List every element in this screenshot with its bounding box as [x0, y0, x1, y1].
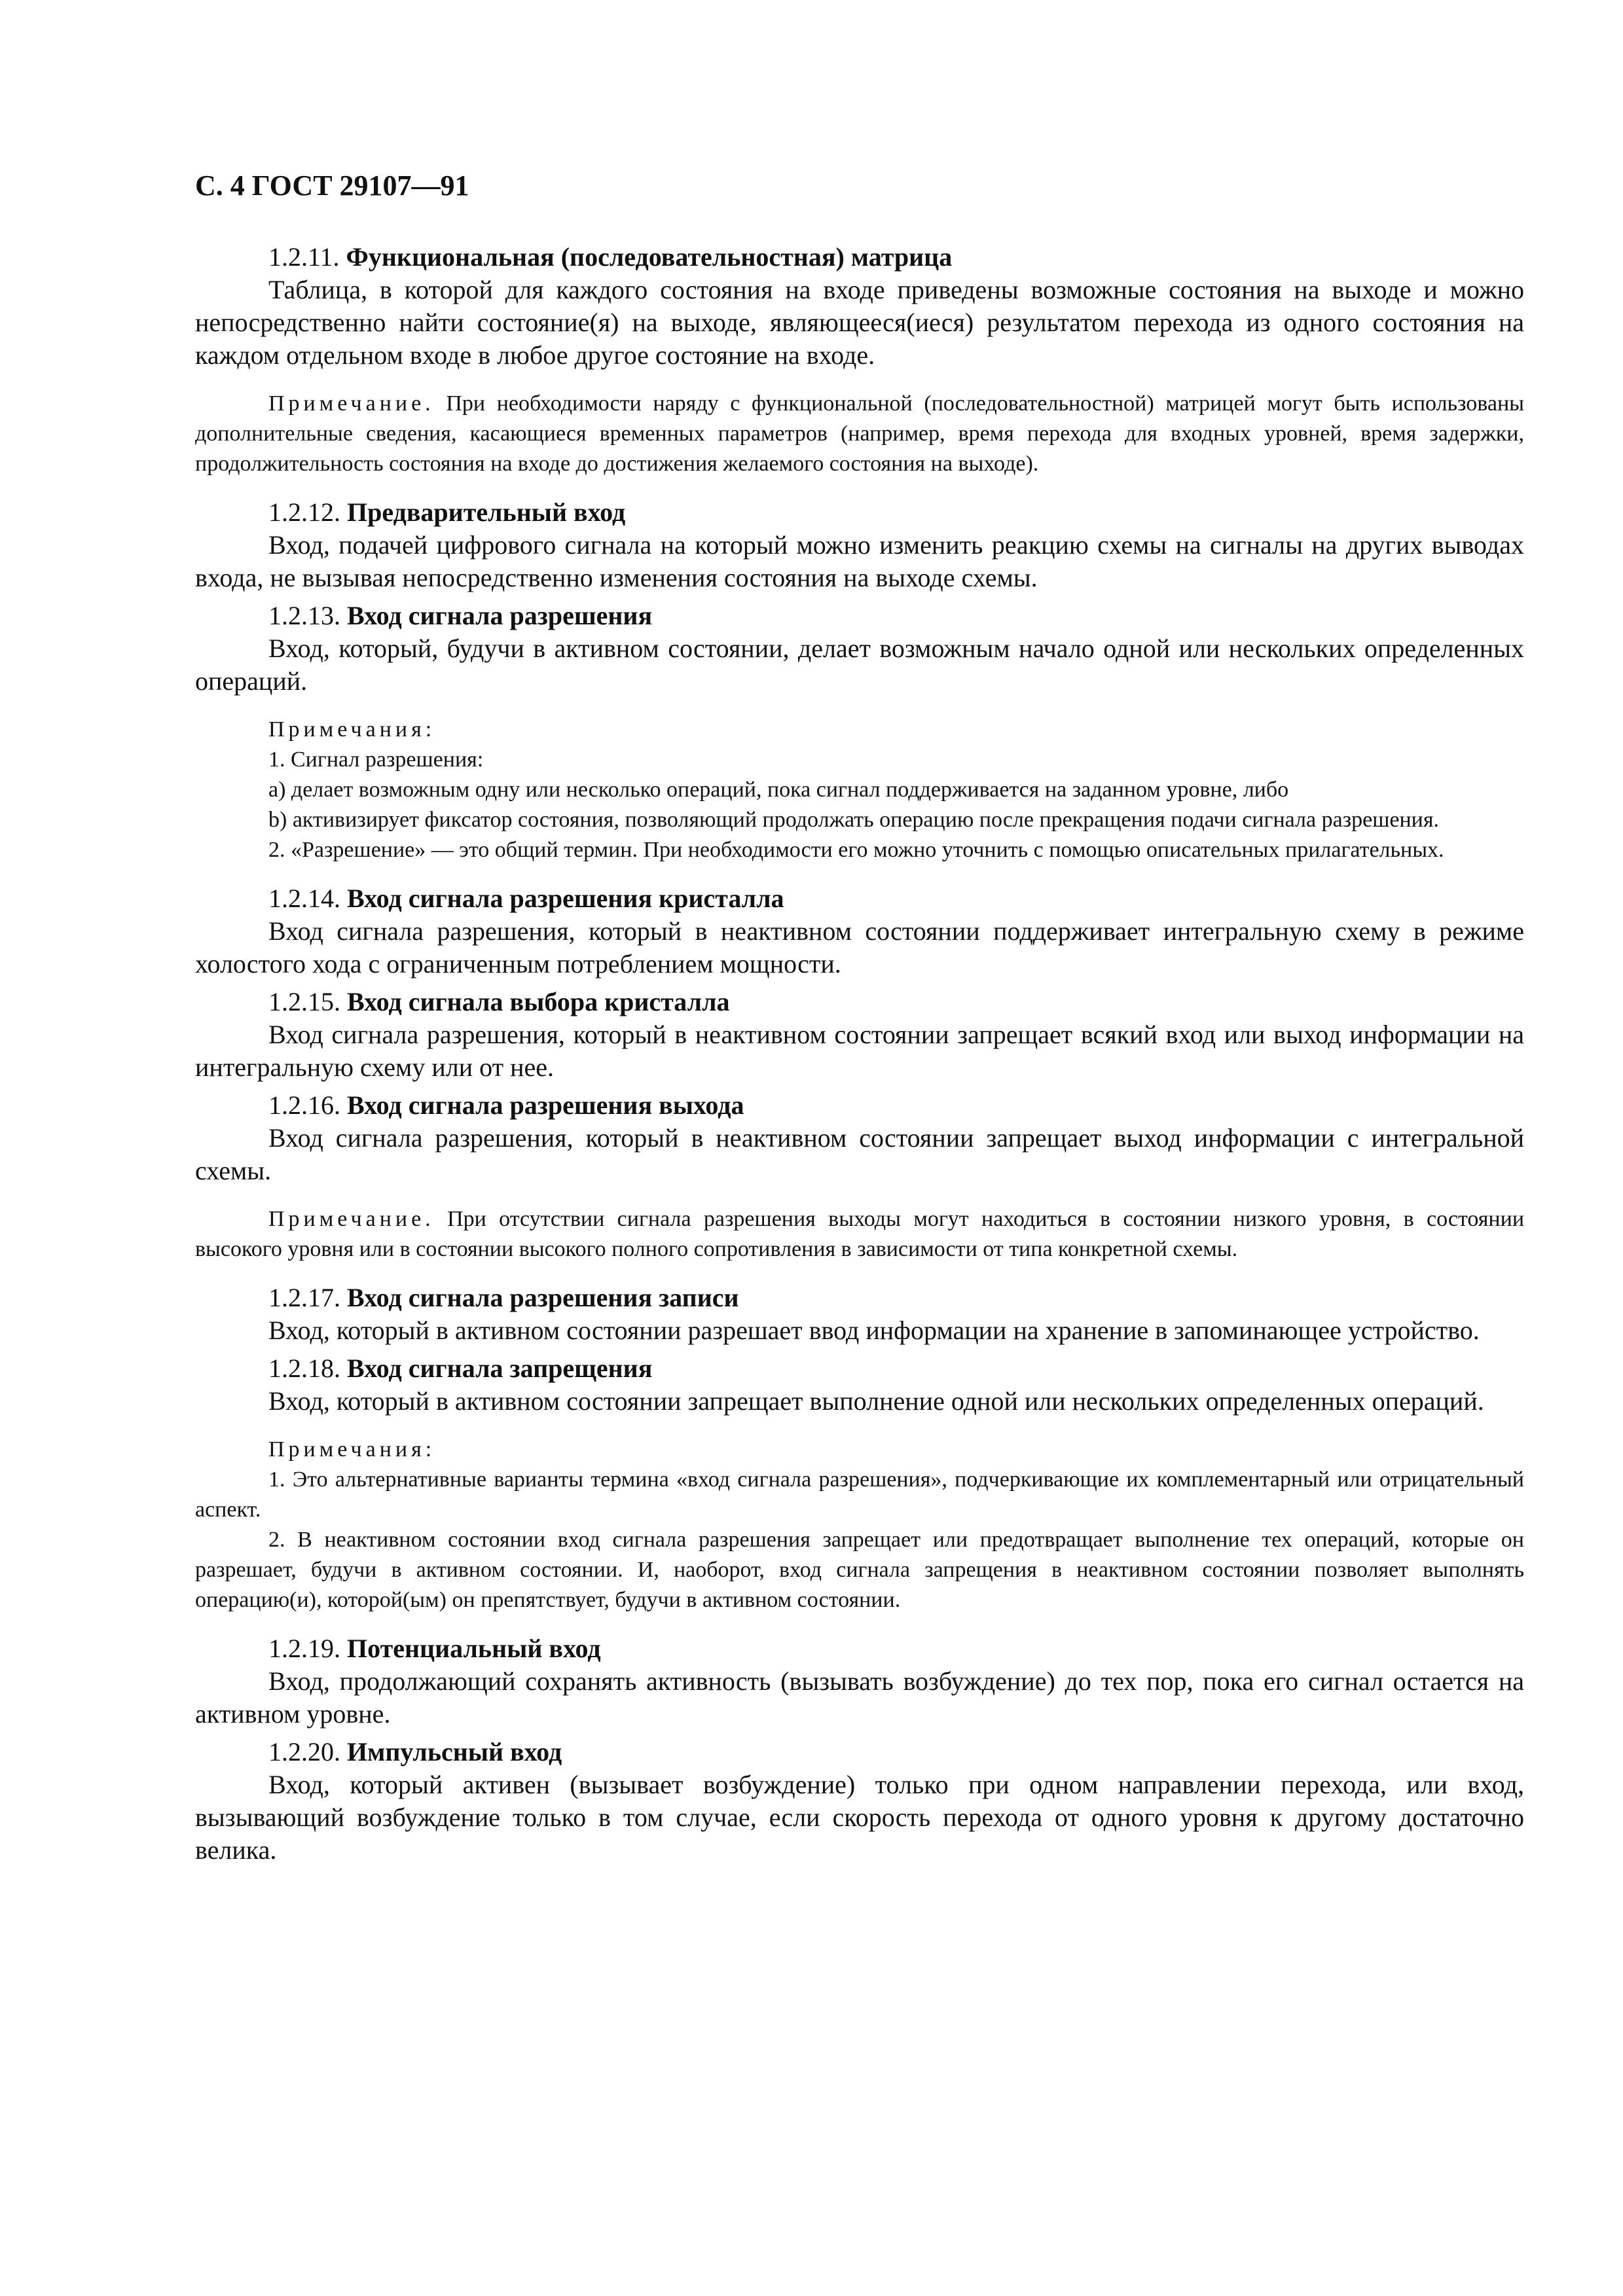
- term-heading: [195, 1352, 1524, 1385]
- page-header: С. 4 ГОСТ 29107—91: [195, 170, 469, 202]
- section-1-2-18: [195, 1352, 1524, 1615]
- term-definition: Вход, который активен (вызывает возбуждение) только при одном направлении перехода, или вход, вызывающий возбуждение только в том случае, если скорость перехода от одного уровня к другому достаточно велика.: [195, 1770, 1524, 1865]
- term-definition: Вход сигнала разрешения, который в неактивном состоянии запрещает выход информации с интегральной схемы.: [195, 1123, 1524, 1185]
- notes: [195, 1435, 1524, 1615]
- term-number: 1.2.12.: [268, 497, 340, 527]
- term-heading: [195, 882, 1524, 915]
- note-item: 1. Это альтернативные варианты термина «вход сигнала разрешения», подчеркивающие их комплементарный или отрицательный аспект.: [195, 1467, 1524, 1522]
- note-text: При отсутствии сигнала разрешения выходы могут находиться в состоянии низкого уровня, в состоянии высокого уровня или в состоянии высокого полного сопротивления в зависимости от типа конкретной схемы.: [195, 1207, 1525, 1261]
- section-1-2-15: [195, 986, 1524, 1084]
- term-number: 1.2.20.: [268, 1737, 340, 1767]
- note-item: 2. «Разрешение» — это общий термин. При необходимости его можно уточнить с помощью описательных прилагательных.: [268, 838, 1444, 862]
- term-number: 1.2.16.: [268, 1090, 340, 1120]
- term-title: Вход сигнала запрещения: [347, 1354, 653, 1383]
- section-1-2-17: [195, 1282, 1524, 1347]
- section-1-2-20: [195, 1736, 1524, 1867]
- note: [195, 389, 1524, 479]
- notes-title: Примечания:: [268, 1437, 436, 1462]
- term-title: Вход сигнала разрешения кристалла: [347, 884, 784, 913]
- term-number: 1.2.17.: [268, 1283, 340, 1312]
- notes: [195, 715, 1524, 865]
- term-number: 1.2.11.: [268, 242, 340, 272]
- term-heading: [195, 1282, 1524, 1314]
- term-heading: [195, 600, 1524, 632]
- term-number: 1.2.14.: [268, 884, 340, 913]
- term-number: 1.2.13.: [268, 601, 340, 630]
- note-title: Примечание.: [268, 391, 435, 416]
- note-title: Примечание.: [268, 1207, 435, 1231]
- term-heading: [195, 241, 1524, 274]
- term-heading: [195, 1089, 1524, 1122]
- term-number: 1.2.15.: [268, 987, 340, 1016]
- note-text: При необходимости наряду с функциональной (последовательностной) матрицей могут быть использованы дополнительные сведения, касающиеся временных параметров (например, время перехода для входных уровней, время задержки, продолжительность состояния на входе до достижения желаемого состояния на выходе).: [195, 391, 1525, 476]
- document-page: [195, 169, 1524, 1867]
- term-heading: [195, 1736, 1524, 1768]
- term-definition: Таблица, в которой для каждого состояния на входе приведены возможные состояния на выходе и можно непосредственно найти состояние(я) на выходе, являющееся(иеся) результатом перехода из одного состояния на каждом отдельном входе в любое другое состояние на входе.: [195, 275, 1524, 370]
- note-item: b) активизирует фиксатор состояния, позволяющий продолжать операцию после прекращения подачи сигнала разрешения.: [268, 808, 1440, 832]
- term-definition: Вход сигнала разрешения, который в неактивном состоянии поддерживает интегральную схему в режиме холостого хода с ограниченным потреблением мощности.: [195, 916, 1524, 978]
- term-definition: Вход сигнала разрешения, который в неактивном состоянии запрещает всякий вход или выход информации на интегральную схему или от нее.: [195, 1020, 1524, 1082]
- section-1-2-19: [195, 1632, 1524, 1731]
- term-definition: Вход, подачей цифрового сигнала на который можно изменить реакцию схемы на сигналы на других выводах входа, не вызывая непосредственно изменения состояния на выходе схемы.: [195, 530, 1524, 592]
- term-title: Потенциальный вход: [347, 1634, 601, 1663]
- notes-title: Примечания:: [268, 717, 436, 742]
- term-heading: [195, 986, 1524, 1018]
- section-1-2-14: [195, 882, 1524, 980]
- term-title: Предварительный вход: [347, 497, 626, 527]
- term-title: Импульсный вход: [347, 1737, 562, 1767]
- term-heading: [195, 1632, 1524, 1665]
- term-title: Функциональная (последовательностная) матрица: [346, 242, 953, 272]
- note-item: a) делает возможным одну или несколько операций, пока сигнал поддерживается на заданном уровне, либо: [268, 778, 1289, 802]
- section-1-2-13: [195, 600, 1524, 865]
- note: [195, 1204, 1524, 1265]
- term-title: Вход сигнала разрешения: [347, 601, 653, 630]
- term-definition: Вход, который в активном состоянии разрешает ввод информации на хранение в запоминающее устройство.: [268, 1316, 1480, 1345]
- term-definition: Вход, который, будучи в активном состоянии, делает возможным начало одной или нескольких определенных операций.: [195, 634, 1524, 696]
- term-heading: [195, 496, 1524, 529]
- term-number: 1.2.18.: [268, 1354, 340, 1383]
- term-definition: Вход, который в активном состоянии запрещает выполнение одной или нескольких определенных операций.: [268, 1386, 1484, 1416]
- note-item: 2. В неактивном состоянии вход сигнала разрешения запрещает или предотвращает выполнение тех операций, которые он разрешает, будучи в активном состоянии. И, наоборот, вход сигнала запрещения в неактивном состоянии позволяет выполнять операцию(и), которой(ым) он препятствует, будучи в активном состоянии.: [195, 1528, 1524, 1612]
- term-number: 1.2.19.: [268, 1634, 340, 1663]
- section-1-2-11: [195, 241, 1524, 479]
- note-item: 1. Сигнал разрешения:: [268, 747, 484, 772]
- term-title: Вход сигнала разрешения выхода: [347, 1090, 744, 1120]
- term-definition: Вход, продолжающий сохранять активность (вызывать возбуждение) до тех пор, пока его сигнал остается на активном уровне.: [195, 1666, 1524, 1729]
- term-title: Вход сигнала выбора кристалла: [347, 987, 730, 1016]
- section-1-2-12: [195, 496, 1524, 594]
- section-1-2-16: [195, 1089, 1524, 1265]
- term-title: Вход сигнала разрешения записи: [347, 1283, 739, 1312]
